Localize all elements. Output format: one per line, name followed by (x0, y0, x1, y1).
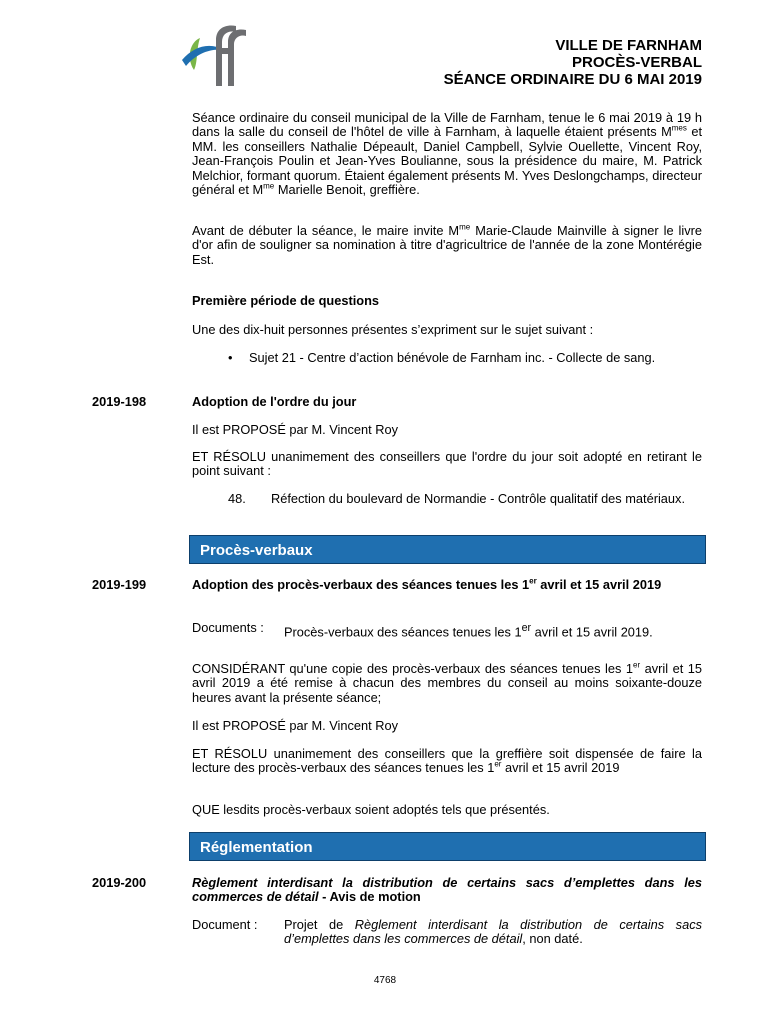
section-banner-reglementation: Réglementation (189, 832, 706, 861)
item-text-48: Réfection du boulevard de Normandie - Contrôle qualitatif des matériaux. (271, 491, 685, 506)
resolved-199: ET RÉSOLU unanimement des conseillers que la greffière soit dispensée de faire la lecture des procès-verbaux des séances tenues les 1er avril et 15 avril 2019 (192, 746, 702, 776)
header-city: VILLE DE FARNHAM (555, 37, 702, 54)
page-number: 4768 (373, 975, 397, 986)
resolution-title-199: Adoption des procès-verbaux des séances tenues les 1er avril et 15 avril 2019 (192, 576, 662, 592)
documents-label-199: Documents : (192, 620, 264, 635)
considerant-199: CONSIDÉRANT qu'une copie des procès-verbaux des séances tenues les 1er avril et 15 avril 2019 a été remise à chacun des membres du conseil au moins soixante-douze heures avant la présente séance; (192, 660, 702, 705)
page-header (444, 37, 702, 88)
bullet-icon: • (228, 350, 233, 365)
resolution-number-199: 2019-199 (92, 577, 147, 592)
resolved-198: ET RÉSOLU unanimement des conseillers que l'ordre du jour soit adopté en retirant le point suivant : (192, 449, 702, 479)
header-doc-type: PROCÈS-VERBAL (571, 54, 702, 71)
document-text-200: Projet de Règlement interdisant la distribution de certains sacs d’emplettes dans les commerces de détail, non daté. (284, 917, 702, 947)
header-session: SÉANCE ORDINAIRE DU 6 MAI 2019 (443, 71, 702, 88)
intro-paragraph-1: Séance ordinaire du conseil municipal de la Ville de Farnham, tenue le 6 mai 2019 à 19 h dans la salle du conseil de l'hôtel de ville à Farnham, à laquelle étaient présents $M^{mes}$ et MM. les conseillers Nathalie Dépeault, Daniel Campbell, Sylvie Ouellette, Vincent Roy, Jean-François Poulin et Jean-Yves Boulianne, sous la présidence du maire, M. Patrick Melchior, formant quorum. Étaient également présents M. Yves Deslongchamps, directeur général et $M^{me}$ Marielle Benoit, greffière. (192, 110, 703, 198)
section-banner-proces-verbaux: Procès-verbaux (189, 535, 706, 564)
questions-item: Sujet 21 - Centre d’action bénévole de Farnham inc. - Collecte de sang. (249, 350, 656, 365)
farnham-logo-icon (180, 20, 252, 90)
item-number-48: 48. (228, 491, 246, 506)
resolution-number-198: 2019-198 (92, 394, 147, 409)
questions-text: Une des dix-huit personnes présentes s’expriment sur le sujet suivant : (192, 322, 594, 337)
farnham-logo (180, 20, 252, 90)
proposed-199: Il est PROPOSÉ par M. Vincent Roy (192, 718, 399, 733)
intro-paragraph-2: Avant de débuter la séance, le maire invite $M^{me}$ Marie-Claude Mainville à signer le livre d'or afin de souligner sa nomination à titre d'agricultrice de l'année de la zone Montérégie Est. (192, 222, 702, 267)
resolution-number-200: 2019-200 (92, 875, 147, 890)
proposed-198: Il est PROPOSÉ par M. Vincent Roy (192, 422, 399, 437)
que-199: QUE lesdits procès-verbaux soient adoptés tels que présentés. (192, 802, 550, 817)
resolution-title-200: Règlement interdisant la distribution de certains sacs d’emplettes dans les commerces de détail - Avis de motion (192, 875, 702, 905)
documents-text-199: Procès-verbaux des séances tenues les 1er avril et 15 avril 2019. (284, 622, 653, 640)
questions-title: Première période de questions (192, 293, 380, 308)
resolution-title-198: Adoption de l'ordre du jour (192, 394, 357, 409)
document-label-200: Document : (192, 917, 258, 932)
